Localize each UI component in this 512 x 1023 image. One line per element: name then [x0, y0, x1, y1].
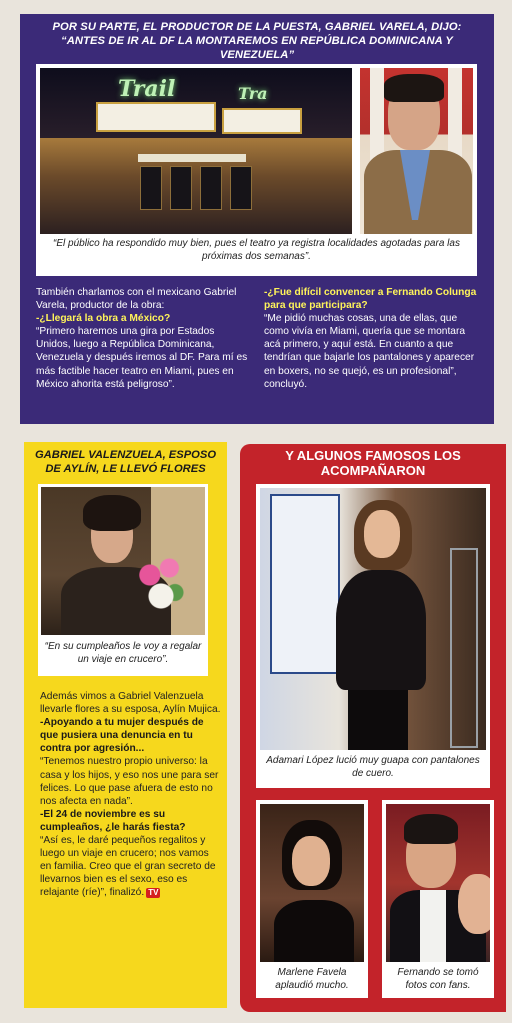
celebrities-headline: Y ALGUNOS FAMOSOS LOS ACOMPAÑARON	[285, 448, 461, 478]
theater-photo	[40, 68, 352, 234]
metal-truss	[450, 548, 478, 748]
producer-section	[20, 14, 494, 424]
valenzuela-headline: GABRIEL VALENZUELA, ESPOSO DE AYLÍN, LE LLEVÓ FLORES	[34, 449, 217, 475]
person-legs	[348, 684, 408, 750]
theater-facade	[40, 138, 352, 234]
marlene-photo-frame	[256, 800, 368, 998]
valenzuela-question-1: -Apoyando a tu mujer después de que pusiera una denuncia en tu contra por agresión...	[40, 717, 204, 755]
person-body	[274, 900, 354, 962]
magazine-logo: TV	[148, 887, 159, 897]
producer-answer-1: “Primero haremos una gira por Estados Unidos, luego a República Dominicana, Venezuela y después iremos al DF. Para mí es más factible hacer teatro en Miami, pues en México ahorita está peligroso”.	[36, 326, 248, 390]
celebrities-section	[240, 444, 506, 1012]
marlene-caption: Marlene Favela aplaudió mucho.	[275, 967, 349, 991]
gabriel-varela-photo	[360, 68, 473, 234]
theater-door	[140, 166, 162, 210]
theater-marquee-2	[222, 108, 302, 134]
valenzuela-section	[24, 442, 227, 1008]
person-hair	[384, 74, 444, 102]
theater-door	[200, 166, 222, 210]
adamari-caption: Adamari López lució muy guapa con pantalones de cuero.	[266, 755, 480, 779]
flower-bouquet	[133, 547, 189, 617]
producer-text-right	[264, 286, 478, 391]
producer-photo-frame	[36, 64, 477, 276]
adamari-photo-frame	[256, 484, 490, 788]
valenzuela-text	[40, 690, 222, 900]
fernando-colunga-photo	[386, 804, 490, 962]
theater-entrance-sign	[138, 154, 246, 162]
theater-door	[230, 166, 252, 210]
producer-question-1: -¿Llegará la obra a México?	[36, 313, 171, 325]
person-body	[336, 570, 426, 690]
valenzuela-question-2: -El 24 de noviembre es su cumpleaños, ¿le harás fiesta?	[40, 808, 186, 833]
valenzuela-photo-frame	[38, 484, 208, 676]
producer-photo-caption: “El público ha respondido muy bien, pues el teatro ya registra localidades agotadas para las próximas dos semanas”.	[53, 238, 460, 262]
valenzuela-intro: Además vimos a Gabriel Valenzuela llevarle flores a su esposa, Aylín Mujica.	[40, 691, 221, 716]
producer-answer-2: “Me pidió muchas cosas, una de ellas, que como vivía en Miami, quería que se montara acá primero, y aquí está. En cuanto a que tendrían que bajarle los pantalones y aparecer en boxers, no se quejó, es un profesional”, concluyó.	[264, 313, 475, 390]
person-face	[292, 836, 330, 886]
theater-marquee	[96, 102, 216, 132]
valenzuela-answer-2: “Así es, le daré pequeños regalitos y luego un viaje en crucero; nos vamos en familia. Creo que el gran secreto de llevarnos bien es el sexo, eso es relajante (ríe)”, finalizó.	[40, 835, 216, 899]
fernando-caption: Fernando se tomó fotos con fans.	[397, 967, 479, 991]
producer-intro: También charlamos con el mexicano Gabriel Varela, productor de la obra:	[36, 287, 237, 312]
theater-neon-sign-2: Tra	[238, 84, 268, 103]
event-poster	[270, 494, 340, 674]
valenzuela-answer-1: “Tenemos nuestro propio universo: la casa y los hijos, y eso nos une para ser felices. Lo que pase afuera de esto no nos afecta en nada”.	[40, 756, 219, 807]
marlene-favela-photo	[260, 804, 364, 962]
person-face	[364, 510, 400, 558]
person-hair	[83, 495, 141, 531]
theater-neon-sign: Trail	[118, 76, 176, 102]
adamari-lopez-photo	[260, 488, 486, 750]
theater-door	[170, 166, 192, 210]
person-hair	[404, 814, 458, 844]
producer-text-left	[36, 286, 250, 391]
fan-face	[458, 874, 490, 934]
fernando-photo-frame	[382, 800, 494, 998]
valenzuela-photo	[41, 487, 205, 635]
producer-question-2: -¿Fue difícil convencer a Fernando Colunga para que participara?	[264, 287, 477, 312]
producer-headline: POR SU PARTE, EL PRODUCTOR DE LA PUESTA, GABRIEL VARELA, DIJO: “ANTES DE IR AL DF LA MONTAREMOS EN REPÚBLICA DOMINICANA Y VENEZUELA”	[52, 21, 462, 61]
person-shirt	[420, 890, 446, 962]
valenzuela-photo-caption: “En su cumpleaños le voy a regalar un viaje en crucero”.	[44, 641, 202, 665]
